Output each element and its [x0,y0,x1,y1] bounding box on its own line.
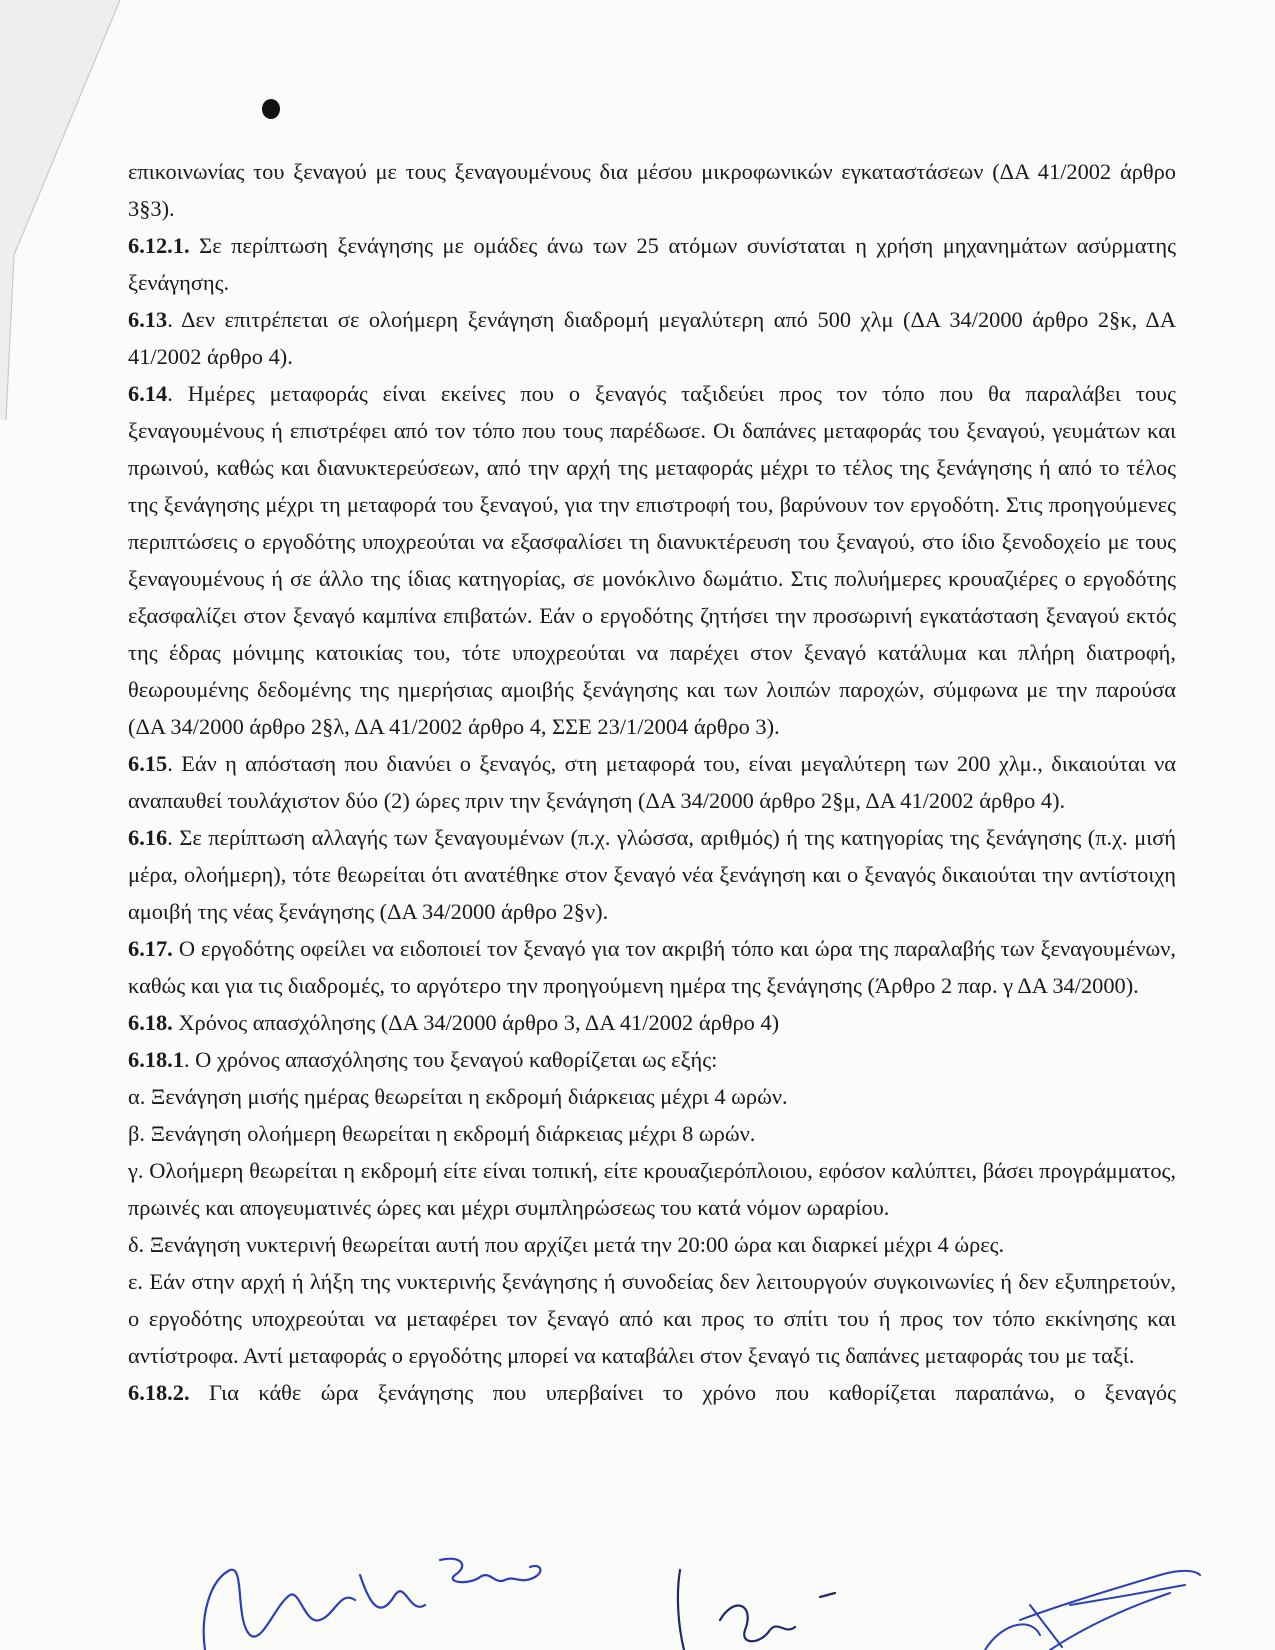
paragraph [128,1115,1176,1152]
paragraph-text: Ο εργοδότης οφείλει να ειδοποιεί τον ξεναγό για τον ακριβή τόπο και ώρα της παραλαβής των ξεναγουμένων, καθώς και για τις διαδρομές, το αργότερο την προηγούμενη ημέρα της ξενάγησης (Άρθρο 2 παρ. γ ΔΑ 34/2000). [128,936,1176,998]
paragraph [128,301,1176,375]
paragraph-text: . Δεν επιτρέπεται σε ολοήμερη ξενάγηση διαδρομή μεγαλύτερη από 500 χλμ (ΔΑ 34/2000 άρθρο 2§κ, ΔΑ 41/2002 άρθρο 4). [128,307,1176,369]
signature-area [0,1535,1275,1650]
signature-1 [204,1559,541,1650]
paragraph [128,1152,1176,1226]
section-number: 6.17. [128,936,173,961]
paragraph-text: . Σε περίπτωση αλλαγής των ξεναγουμένων (π.χ. γλώσσα, αριθμός) ή της κατηγορίας της ξενάγησης (π.χ. μισή μέρα, ολοήμερη), τότε θεωρείται ότι ανατέθηκε στον ξεναγό νέα ξενάγηση και ο ξεναγός δικαιούται την αντίστοιχη αμοιβή της νέας ξενάγησης (ΔΑ 34/2000 άρθρο 2§ν). [128,825,1176,924]
paragraph-text: ε. Εάν στην αρχή ή λήξη της νυκτερινής ξενάγησης ή συνοδείας δεν λειτουργούν συγκοινωνίες ή δεν εξυπηρετούν, ο εργοδότης υποχρεούται να μεταφέρει τον ξεναγό από και προς το σπίτι του ή προς τον τόπο εκκίνησης και αντίστροφα. Αντί μεταφοράς ο εργοδότης μπορεί να καταβάλει στον ξεναγό τις δαπάνες μεταφοράς του με ταξί. [128,1269,1176,1368]
paragraph [128,153,1176,227]
paragraph-text: γ. Ολοήμερη θεωρείται η εκδρομή είτε είναι τοπική, είτε κρουαζιερόπλοιου, εφόσον καλύπτει, βάσει προγράμματος, πρωινές και απογευματινές ώρες και μέχρι συμπληρώσεως του κατά νόμον ωραρίου. [128,1158,1176,1220]
paragraph [128,819,1176,930]
paragraph [128,745,1176,819]
section-number: 6.13 [128,307,168,332]
section-number: 6.12.1. [128,233,190,258]
paragraph [128,930,1176,1004]
paragraph-text: . Ημέρες μεταφοράς είναι εκείνες που ο ξεναγός ταξιδεύει προς τον τόπο που θα παραλάβει τους ξεναγουμένους ή επιστρέφει από τον τόπο που τους παρέδωσε. Οι δαπάνες μεταφοράς του ξεναγού, γευμάτων και πρωινού, καθώς και διανυκτερεύσεων, από την αρχή της μεταφοράς μέχρι το τέλος της ξενάγησης ή από το τέλος της ξενάγησης μέχρι τη μεταφορά του ξεναγού, για την επιστροφή του, βαρύνουν τον εργοδότη. Στις προηγούμενες περιπτώσεις ο εργοδότης υποχρεούται να εξασφαλίσει τη διανυκτέρευση του ξεναγού, στο ίδιο ξενοδοχείο με τους ξεναγουμένους ή σε άλλο της ίδιας κατηγορίας, σε μονόκλινο δωμάτιο. Στις πολυήμερες κρουαζιέρες ο εργοδότης εξασφαλίζει στον ξεναγό καμπίνα επιβατών. Εάν ο εργοδότης ζητήσει την προσωρινή εγκατάσταση ξεναγού εκτός της έδρας μόνιμης κατοικίας του, τότε υποχρεούται να παρέχει στον ξεναγό κατάλυμα και πλήρη διατροφή, θεωρουμένης δεδομένης της ημερήσιας αμοιβής ξενάγησης και των λοιπών παροχών, σύμφωνα με την παρούσα (ΔΑ 34/2000 άρθρο 2§λ, ΔΑ 41/2002 άρθρο 4, ΣΣΕ 23/1/2004 άρθρο 3). [128,381,1176,739]
section-number: 6.14 [128,381,168,406]
signature-2 [678,1570,835,1650]
paragraph [128,1374,1176,1411]
punch-hole-dot [262,99,280,119]
paragraph-text: δ. Ξενάγηση νυκτερινή θεωρείται αυτή που αρχίζει μετά την 20:00 ώρα και διαρκεί μέχρι 4 ώρες. [128,1232,1005,1257]
paragraph [128,1078,1176,1115]
paragraph-text: Για κάθε ώρα ξενάγησης που υπερβαίνει το χρόνο που καθορίζεται παραπάνω, ο ξεναγός [209,1380,1176,1405]
paragraph-text: Χρόνος απασχόλησης (ΔΑ 34/2000 άρθρο 3, ΔΑ 41/2002 άρθρο 4) [178,1010,780,1035]
paragraph [128,1041,1176,1078]
paragraph [128,1226,1176,1263]
section-number: 6.16 [128,825,168,850]
paragraph-text: . Εάν η απόσταση που διανύει ο ξεναγός, στη μεταφορά του, είναι μεγαλύτερη των 200 χλμ., δικαιούται να αναπαυθεί τουλάχιστον δύο (2) ώρες πριν την ξενάγηση (ΔΑ 34/2000 άρθρο 2§μ, ΔΑ 41/2002 άρθρο 4). [128,751,1176,813]
paragraph-text: β. Ξενάγηση ολοήμερη θεωρείται η εκδρομή διάρκειας μέχρι 8 ωρών. [128,1121,756,1146]
section-number: 6.18.2. [128,1380,190,1405]
paragraph-text: Σε περίπτωση ξενάγησης με ομάδες άνω των 25 ατόμων συνίσταται η χρήση μηχανημάτων ασύρματης ξενάγησης. [128,233,1176,295]
paragraph-text: α. Ξενάγηση μισής ημέρας θεωρείται η εκδρομή διάρκειας μέχρι 4 ωρών. [128,1084,788,1109]
paragraph [128,375,1176,745]
paragraph-text: . Ο χρόνος απασχόλησης του ξεναγού καθορίζεται ως εξής: [183,1047,718,1072]
section-number: 6.18.1 [128,1047,184,1072]
section-number: 6.15 [128,751,168,776]
signature-3 [985,1571,1200,1650]
paragraph-text: επικοινωνίας του ξεναγού με τους ξεναγουμένους δια μέσου μικροφωνικών εγκαταστάσεων (ΔΑ 41/2002 άρθρο 3§3). [128,159,1176,221]
paragraph [128,1263,1176,1374]
paragraph [128,1004,1176,1041]
document-body [128,153,1176,1411]
section-number: 6.18. [128,1010,173,1035]
paragraph [128,227,1176,301]
